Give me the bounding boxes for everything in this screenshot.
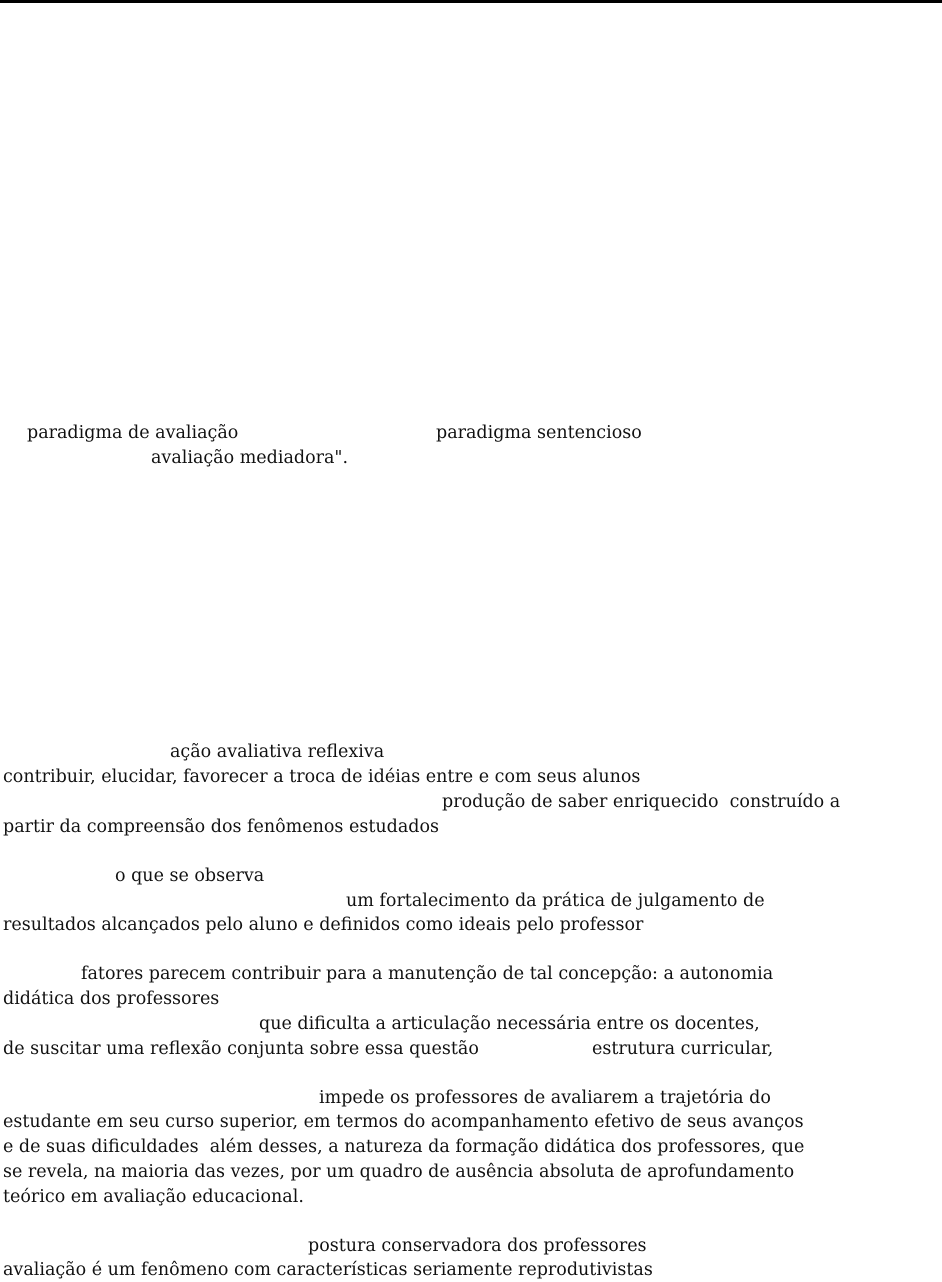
text-fragment: postura conservadora dos professores [308, 1236, 647, 1256]
text-line: resultados alcançados pelo aluno e definidos como ideais pelo professor [3, 915, 644, 935]
text-fragment: avaliação mediadora". [151, 448, 349, 468]
text-fragment: estrutura curricular, [592, 1039, 774, 1059]
text-fragment: impede os professores de avaliarem a trajetória do [319, 1088, 771, 1108]
text-fragment: paradigma sentencioso [436, 423, 642, 443]
text-line: avaliação é um fenômeno com características seriamente reprodutivistas [3, 1260, 653, 1280]
text-fragment: que dificulta a articulação necessária entre os docentes, [259, 1014, 760, 1034]
text-line: teórico em avaliação educacional. [3, 1187, 304, 1207]
text-fragment: ação avaliativa reflexiva [170, 742, 385, 762]
text-fragment: produção de saber enriquecido construído a [442, 792, 841, 812]
top-border-rule [0, 0, 942, 3]
text-line: fatores parecem contribuir para a manutenção de tal concepção: a autonomia [81, 964, 774, 984]
text-line: partir da compreensão dos fenômenos estudados [3, 817, 439, 837]
text-line: e de suas dificuldades além desses, a natureza da formação didática dos professores, que [3, 1137, 805, 1157]
text-fragment: o que se observa [115, 866, 265, 886]
text-line: estudante em seu curso superior, em termos do acompanhamento efetivo de seus avanços [3, 1112, 804, 1132]
text-line: contribuir, elucidar, favorecer a troca de idéias entre e com seus alunos [3, 767, 641, 787]
text-line: se revela, na maioria das vezes, por um quadro de ausência absoluta de aprofundamento [3, 1162, 795, 1182]
text-line: didática dos professores [3, 989, 220, 1009]
text-fragment: paradigma de avaliação [27, 423, 239, 443]
text-line: de suscitar uma reflexão conjunta sobre essa questão [3, 1039, 479, 1059]
text-fragment: um fortalecimento da prática de julgamento de [346, 891, 765, 911]
